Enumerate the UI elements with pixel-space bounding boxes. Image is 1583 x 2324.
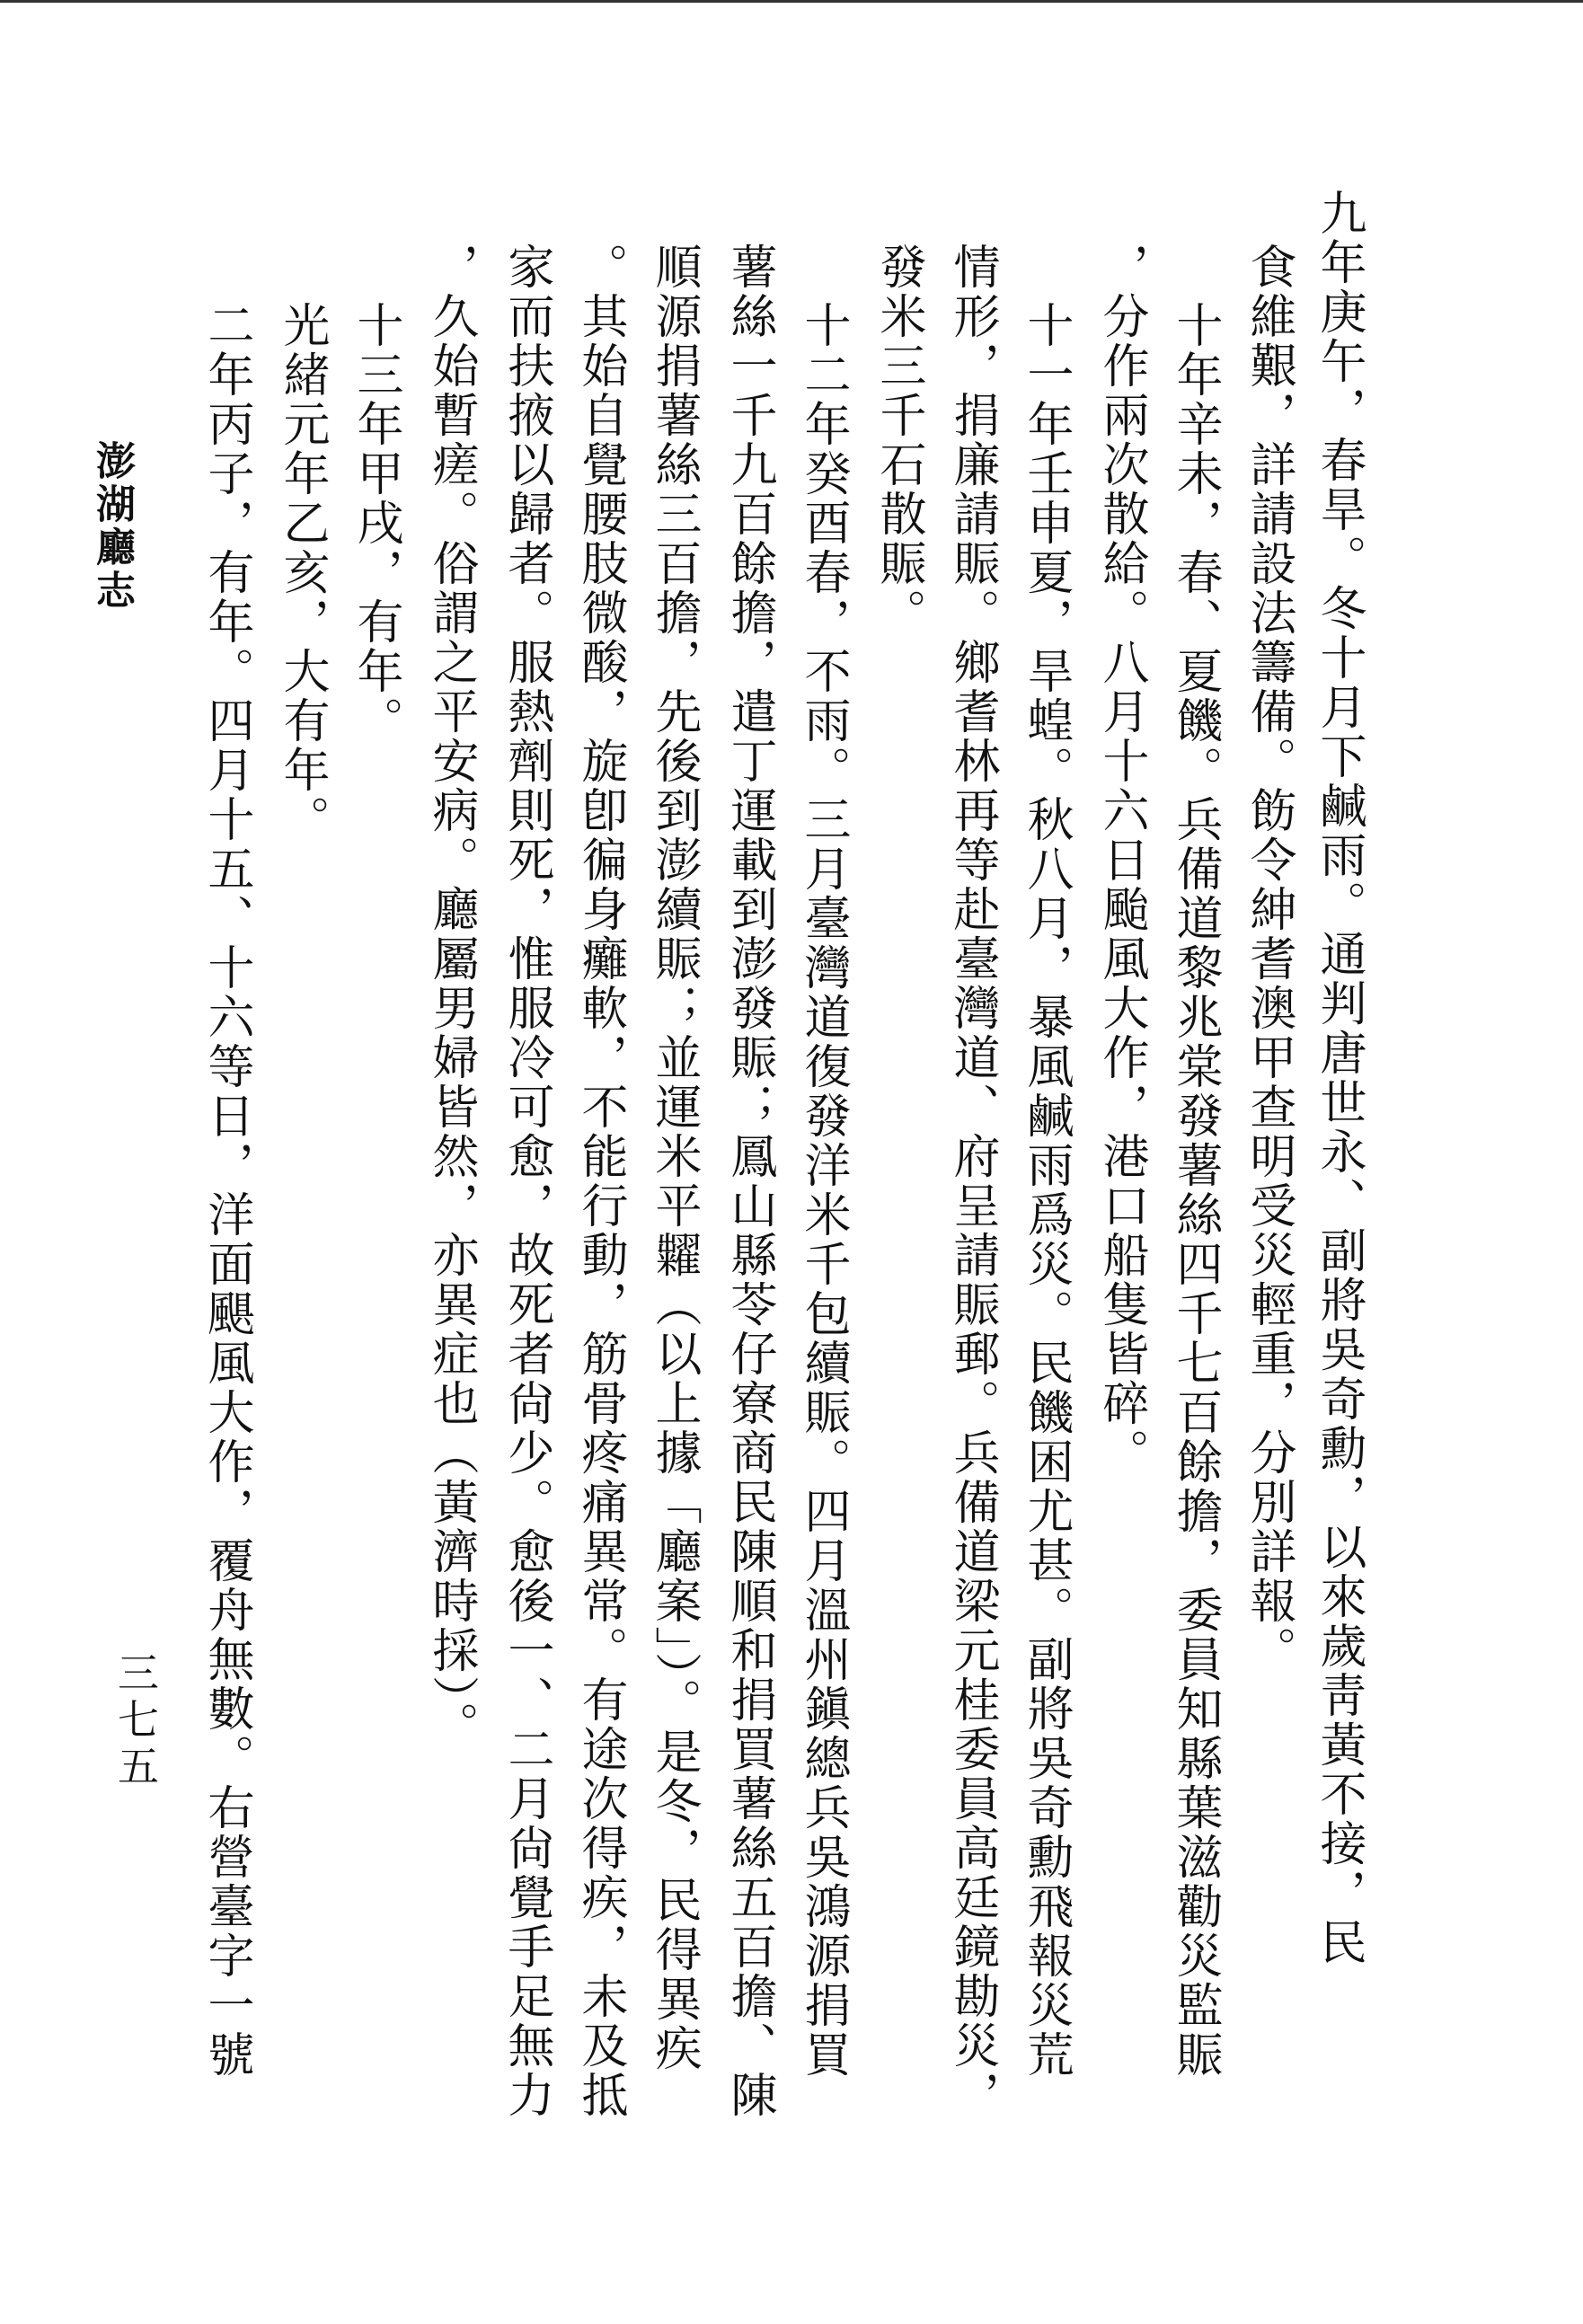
text-column-9: 薯絲一千九百餘擔，遣丁運載到澎發賑；鳳山縣苓仔寮商民陳順和捐買薯絲五百擔、陳 <box>722 243 776 2120</box>
text-column-11: 。其始自覺腰肢微酸，旋卽徧身癱軟，不能行動，筋骨疼痛異常。有途次得疾，未及抵 <box>573 243 627 2120</box>
text-column-7: 發米三千石散賑。 <box>871 243 925 638</box>
text-column-5: 十一年壬申夏，旱蝗。秋八月，暴風鹹雨爲災。民饑困尤甚。副將吳奇勳飛報災荒 <box>1019 301 1073 2080</box>
text-column-8: 十二年癸酉春，不雨。三月臺灣道復發洋米千包續賑。四月溫州鎭總兵吳鴻源捐買 <box>796 301 850 2080</box>
top-border-line <box>0 0 1583 3</box>
text-column-16: 二年丙子，有年。四月十五、十六等日，洋面颶風大作，覆舟無數。右營臺字一號 <box>199 301 253 2080</box>
text-column-12: 家而扶掖以歸者。服熱劑則死，惟服冷可愈，故死者尙少。愈後一、二月尙覺手足無力 <box>500 243 553 2120</box>
text-column-4: ，分作兩次散給。八月十六日颱風大作，港口船隻皆碎。 <box>1094 243 1148 1478</box>
text-column-3: 十年辛未，春、夏饑。兵備道黎兆棠發薯絲四千七百餘擔，委員知縣葉滋勸災監賑 <box>1168 301 1222 2080</box>
text-column-1: 九年庚午，春旱。冬十月下鹹雨。通判唐世永、副將吳奇勳，以來歲靑黃不接，民 <box>1312 189 1366 1967</box>
text-column-6: 情形，捐廉請賑。鄉耆林再等赴臺灣道、府呈請賑郵。兵備道梁元桂委員高廷鏡勘災， <box>945 243 999 2120</box>
text-column-13: ，久始暫瘥。俗謂之平安病。廳屬男婦皆然，亦異症也（黃濟時採）。 <box>424 243 478 1751</box>
text-column-2: 食維艱，詳請設法籌備。飭令紳耆澳甲查明受災輕重，分別詳報。 <box>1242 243 1296 1675</box>
text-column-14: 十三年甲戌，有年。 <box>349 301 402 746</box>
text-column-15: 光緒元年乙亥，大有年。 <box>275 301 329 844</box>
running-header-book-title: 澎湖廳志 <box>89 440 135 613</box>
text-column-10: 順源捐薯絲三百擔，先後到澎續賑；並運米平糶（以上據「廳案」）。是冬，民得異疾 <box>647 243 701 2073</box>
page-number: 三七五 <box>111 1651 160 1791</box>
